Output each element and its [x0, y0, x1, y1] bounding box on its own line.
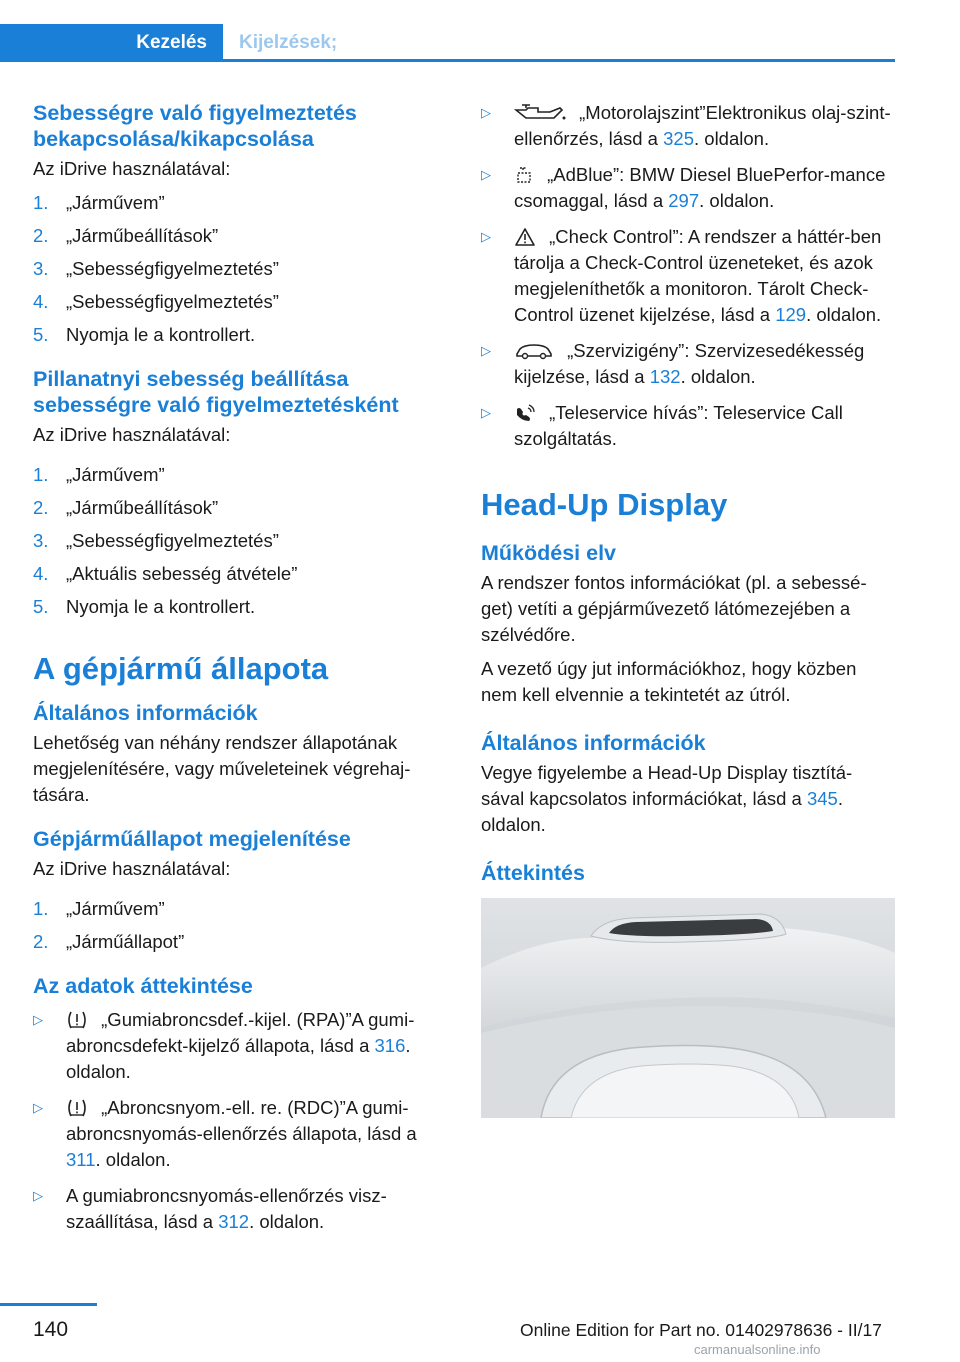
- page-link-345[interactable]: 345: [806, 788, 838, 809]
- list-item: [33, 289, 445, 315]
- tab-kezeles[interactable]: Kezelés: [0, 24, 223, 62]
- step-number: 1.: [33, 192, 49, 213]
- list-item: [481, 400, 895, 452]
- bullet-text: „Gumiabroncsdef.-kijel. (RPA)”A gumi-abroncsdefekt-kijelző állapota, lásd a: [66, 1009, 415, 1056]
- step-text: „Járművem”: [66, 898, 165, 919]
- list-item: [33, 495, 445, 521]
- chapter-title: A gépjármű állapota: [33, 651, 329, 686]
- intro-text: Az iDrive használatával:: [33, 424, 231, 445]
- step-number: 5.: [33, 596, 49, 617]
- watermark: carmanualsonline.info: [694, 1342, 821, 1357]
- step-number: 2.: [33, 497, 49, 518]
- chapter-title: Head-Up Display: [481, 487, 728, 522]
- head-up-display-photo: [481, 898, 895, 1118]
- intro-text: Az iDrive használatával:: [33, 158, 231, 179]
- section-title: Általános információk: [33, 701, 258, 725]
- list-item: [481, 224, 895, 328]
- status-list: [481, 100, 895, 452]
- section-title: Pillanatnyi sebesség beállítása sebességre való figyelmeztetésként: [33, 367, 399, 417]
- triangle-bullet-icon: ▷: [481, 405, 491, 420]
- list-item: [33, 256, 445, 282]
- step-text: „Járművem”: [66, 192, 165, 213]
- header-rule: [0, 59, 895, 62]
- intro-text: Az iDrive használatával:: [33, 858, 231, 879]
- page-link-312[interactable]: 312: [218, 1211, 250, 1232]
- section-title: Sebességre való figyelmeztetés bekapcsolása/kikapcsolása: [33, 101, 357, 151]
- body-text: [481, 760, 895, 838]
- list-item: [481, 162, 895, 214]
- bullet-text-end: . oldalon.: [249, 1211, 325, 1232]
- section-title: Gépjárműállapot megjelenítése: [33, 827, 351, 851]
- page-number: 140: [33, 1318, 69, 1341]
- step-text: „Járműállapot”: [66, 931, 185, 952]
- section-title: Általános információk: [481, 731, 706, 755]
- list-item: [33, 223, 445, 249]
- bullet-text: A gumiabroncsnyomás-ellenőrzés visz-szaállítása, lásd a: [66, 1185, 387, 1232]
- step-number: 1.: [33, 464, 49, 485]
- page-header: [0, 0, 895, 62]
- service-car-icon: [514, 341, 554, 361]
- list-item: [33, 561, 445, 587]
- section-title: Áttekintés: [481, 861, 585, 885]
- left-column: [33, 100, 445, 1245]
- page-link-311[interactable]: 311: [66, 1149, 96, 1170]
- tire-pressure-icon: [66, 1010, 88, 1030]
- step-number: 5.: [33, 324, 49, 345]
- list-item: [481, 338, 895, 390]
- step-text: Nyomja le a kontrollert.: [66, 596, 256, 617]
- body-text: A vezető úgy jut információkhoz, hogy közben nem kell elvennie a tekintetét az útról.: [481, 658, 857, 705]
- bullet-text: „Motorolajszint”Elektronikus olaj-szint-ellenőrzés, lásd a: [514, 102, 891, 149]
- body-text-start: Vegye figyelembe a Head-Up Display tisztítá-sával kapcsolatos információkat, lásd a: [481, 762, 853, 809]
- adblue-icon: [514, 165, 534, 185]
- bullet-text: „AdBlue”: BMW Diesel BluePerfor-mance csomaggal, lásd a: [514, 164, 886, 211]
- teleservice-icon: [514, 403, 536, 423]
- body-text: Lehetőség van néhány rendszer állapotának megjelenítésére, vagy műveleteinek végrehaj-tására.: [33, 732, 411, 805]
- triangle-bullet-icon: ▷: [33, 1100, 43, 1115]
- list-item: [33, 462, 445, 488]
- right-column: [481, 100, 895, 1123]
- step-text: „Aktuális sebesség átvétele”: [66, 563, 298, 584]
- warning-triangle-icon: [514, 227, 536, 247]
- tire-pressure-icon: [66, 1098, 88, 1118]
- list-item: [33, 1007, 445, 1085]
- step-number: 3.: [33, 530, 49, 551]
- list-item: [33, 594, 445, 620]
- tab-kijelzesek[interactable]: Kijelzések;: [239, 32, 338, 53]
- page-link-316[interactable]: 316: [374, 1035, 406, 1056]
- body-text: A rendszer fontos információkat (pl. a sebessé-get) vetíti a gépjárművezető látómezejében a szélvédőre.: [481, 572, 867, 645]
- footer-rule: [0, 1303, 97, 1306]
- step-text: Nyomja le a kontrollert.: [66, 324, 256, 345]
- step-text: „Járműbeállítások”: [66, 225, 219, 246]
- step-text: „Sebességfigyelmeztetés”: [66, 291, 279, 312]
- step-number: 4.: [33, 563, 49, 584]
- bullet-text-end: . oldalon.: [66, 1035, 411, 1082]
- list-item: [33, 322, 445, 348]
- list-item: [481, 100, 895, 152]
- triangle-bullet-icon: ▷: [481, 105, 491, 120]
- step-number: 2.: [33, 225, 49, 246]
- steps-list: [33, 896, 445, 955]
- list-item: [33, 896, 445, 922]
- list-item: [33, 1183, 445, 1235]
- triangle-bullet-icon: ▷: [33, 1188, 43, 1203]
- page-link-129[interactable]: 129: [775, 304, 807, 325]
- step-number: 3.: [33, 258, 49, 279]
- list-item: [33, 1095, 445, 1173]
- bullet-text: „Check Control”: A rendszer a háttér-ben tárolja a Check-Control üzeneteket, és azok megjeleníthetők a monitoron. Tárolt Check-Control üzenet kijelzése, lásd a: [514, 226, 882, 325]
- page-link-325[interactable]: 325: [663, 128, 694, 149]
- triangle-bullet-icon: ▷: [481, 167, 491, 182]
- body-text-end: . oldalon.: [481, 788, 843, 835]
- step-text: „Sebességfigyelmeztetés”: [66, 530, 279, 551]
- oil-can-icon: [514, 103, 566, 123]
- overview-list: [33, 1007, 445, 1235]
- section-title: Az adatok áttekintése: [33, 974, 253, 998]
- bullet-text-end: . oldalon.: [680, 366, 756, 387]
- edition-text: Online Edition for Part no. 01402978636 - II/17: [520, 1320, 882, 1340]
- step-text: „Sebességfigyelmeztetés”: [66, 258, 279, 279]
- page-link-132[interactable]: 132: [649, 366, 681, 387]
- list-item: [33, 929, 445, 955]
- bullet-text-end: . oldalon.: [694, 128, 770, 149]
- steps-list: [33, 190, 445, 348]
- triangle-bullet-icon: ▷: [33, 1012, 43, 1027]
- step-text: „Járművem”: [66, 464, 165, 485]
- step-number: 4.: [33, 291, 49, 312]
- bullet-text: „Abroncsnyom.-ell. re. (RDC)”A gumi-abroncsnyomás-ellenőrzés állapota, lásd a: [66, 1097, 417, 1144]
- bullet-text: „Teleservice hívás”: Teleservice Call szolgáltatás.: [514, 402, 843, 449]
- list-item: [33, 528, 445, 554]
- bullet-text-end: . oldalon.: [699, 190, 775, 211]
- step-number: 1.: [33, 898, 49, 919]
- steps-list: [33, 462, 445, 620]
- section-title: Működési elv: [481, 541, 617, 565]
- page-link-297[interactable]: 297: [668, 190, 700, 211]
- bullet-text: „Szervizigény”: Szervizesedékesség kijelzése, lásd a: [514, 340, 865, 387]
- list-item: [33, 190, 445, 216]
- bullet-text-end: . oldalon.: [95, 1149, 171, 1170]
- bullet-text-end: . oldalon.: [806, 304, 882, 325]
- triangle-bullet-icon: ▷: [481, 343, 491, 358]
- step-text: „Járműbeállítások”: [66, 497, 219, 518]
- triangle-bullet-icon: ▷: [481, 229, 491, 244]
- step-number: 2.: [33, 931, 49, 952]
